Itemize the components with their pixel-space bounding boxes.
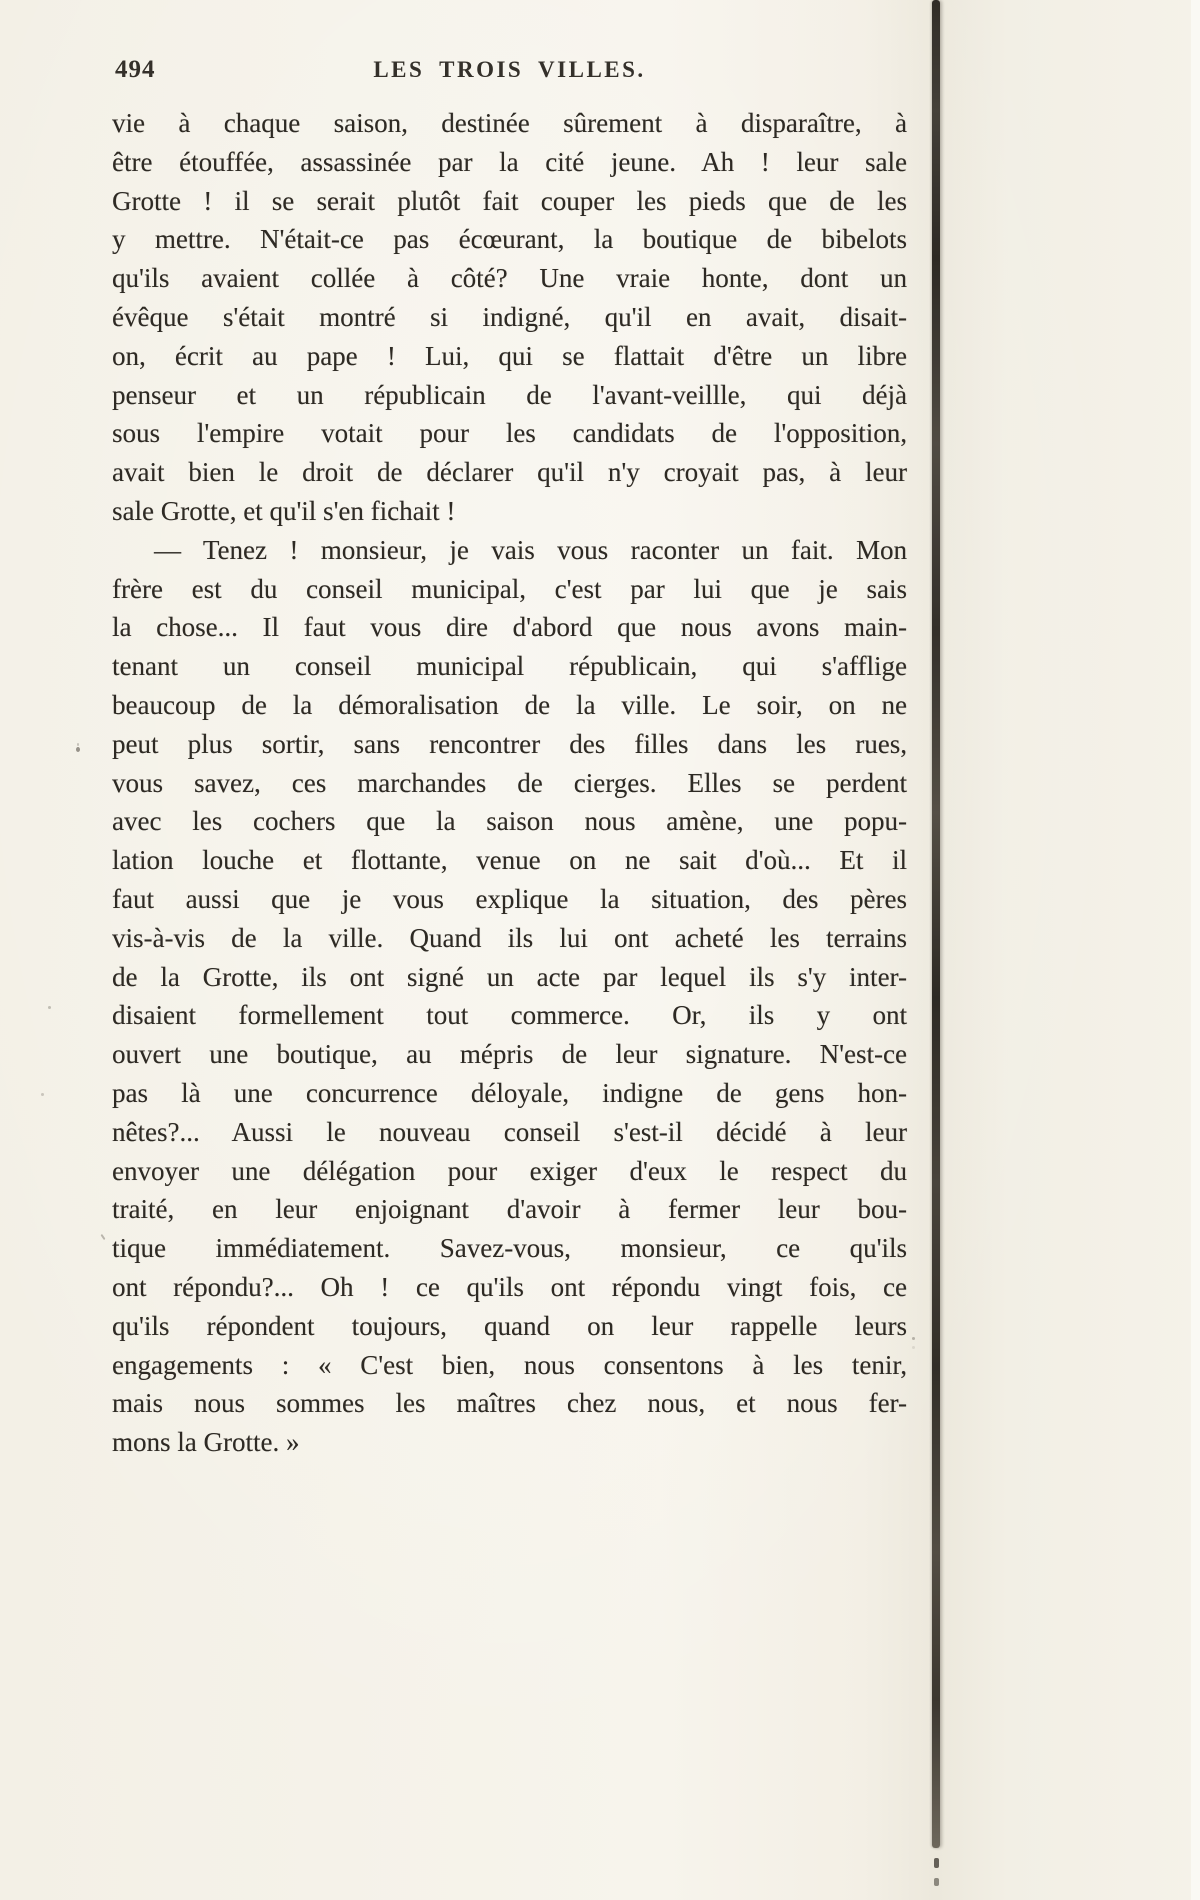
text-line: sale Grotte, et qu'il s'en fichait ! [112, 495, 456, 526]
scan-binding-mark [934, 1858, 939, 1868]
scan-speck [41, 1093, 44, 1096]
text-line: traité, en leur enjoignant d'avoir à fermer leur bou- [112, 1194, 907, 1225]
text-line: être étouffée, assassinée par la cité jeune. Ah ! leur sale [112, 146, 907, 177]
text-line: tenant un conseil municipal républicain, qui s'afflige [112, 651, 907, 682]
paragraph [112, 104, 907, 531]
text-line: vis-à-vis de la ville. Quand ils lui ont acheté les terrains [112, 922, 907, 953]
text-line: de la Grotte, ils ont signé un acte par lequel ils s'y inter- [112, 961, 907, 992]
text-line: lation louche et flottante, venue on ne sait d'où... Et il [112, 845, 907, 876]
running-title: LES TROIS VILLES. [373, 57, 646, 82]
text-line: qu'ils avaient collée à côté? Une vraie honte, dont un [112, 263, 907, 294]
text-line: ouvert une boutique, au mépris de leur signature. N'est-ce [112, 1039, 907, 1070]
paragraph [112, 531, 907, 1462]
text-line: évêque s'était montré si indigné, qu'il en avait, disait- [112, 301, 907, 332]
text-line: faut aussi que je vous explique la situation, des pères [112, 883, 907, 914]
scan-speck [76, 747, 80, 752]
text-line: mons la Grotte. » [112, 1427, 300, 1458]
text-line: penseur et un républicain de l'avant-veillle, qui déjà [112, 379, 907, 410]
text-line: sous l'empire votait pour les candidats de l'opposition, [112, 418, 907, 449]
scan-edge-strip [1191, 0, 1200, 1900]
text-line: y mettre. N'était-ce pas écœurant, la boutique de bibelots [112, 224, 907, 255]
text-line: envoyer une délégation pour exiger d'eux le respect du [112, 1155, 907, 1186]
text-line: vous savez, ces marchandes de cierges. Elles se perdent [112, 767, 907, 798]
text-line: on, écrit au pape ! Lui, qui se flattait d'être un libre [112, 340, 907, 371]
text-line: pas là une concurrence déloyale, indigne de gens hon- [112, 1077, 907, 1108]
text-line: — Tenez ! monsieur, je vais vous raconter un fait. Mon [154, 534, 907, 565]
text-line: avait bien le droit de déclarer qu'il n'y croyait pas, à leur [112, 457, 907, 488]
text-line: engagements : « C'est bien, nous consentons à les tenir, [112, 1349, 907, 1380]
text-line: mais nous sommes les maîtres chez nous, et nous fer- [112, 1388, 907, 1419]
text-line: peut plus sortir, sans rencontrer des filles dans les rues, [112, 728, 907, 759]
text-line: vie à chaque saison, destinée sûrement à disparaître, à [112, 108, 907, 138]
scan-binding-line [932, 0, 940, 1848]
text-line: qu'ils répondent toujours, quand on leur rappelle leurs [112, 1310, 907, 1341]
text-line: avec les cochers que la saison nous amène, une popu- [112, 806, 907, 837]
text-line: la chose... Il faut vous dire d'abord que nous avons main- [112, 612, 907, 643]
scan-speck [100, 1234, 105, 1240]
text-line: frère est du conseil municipal, c'est par lui que je sais [112, 573, 907, 604]
text-line: disaient formellement tout commerce. Or, ils y ont [112, 1000, 907, 1031]
page-header [112, 54, 907, 88]
text-line: beaucoup de la démoralisation de la ville. Le soir, on ne [112, 689, 907, 720]
text-line: Grotte ! il se serait plutôt fait couper les pieds que de les [112, 185, 907, 216]
page-number: 494 [115, 56, 156, 83]
scan-speck [48, 1006, 51, 1009]
text-line: ont répondu?... Oh ! ce qu'ils ont répondu vingt fois, ce [112, 1271, 907, 1302]
scan-speck [912, 1337, 915, 1340]
text-block [112, 104, 907, 1462]
text-line: nêtes?... Aussi le nouveau conseil s'est-il décidé à leur [112, 1116, 907, 1147]
scan-binding-mark [934, 1878, 939, 1886]
text-line: tique immédiatement. Savez-vous, monsieur, ce qu'ils [112, 1233, 907, 1264]
